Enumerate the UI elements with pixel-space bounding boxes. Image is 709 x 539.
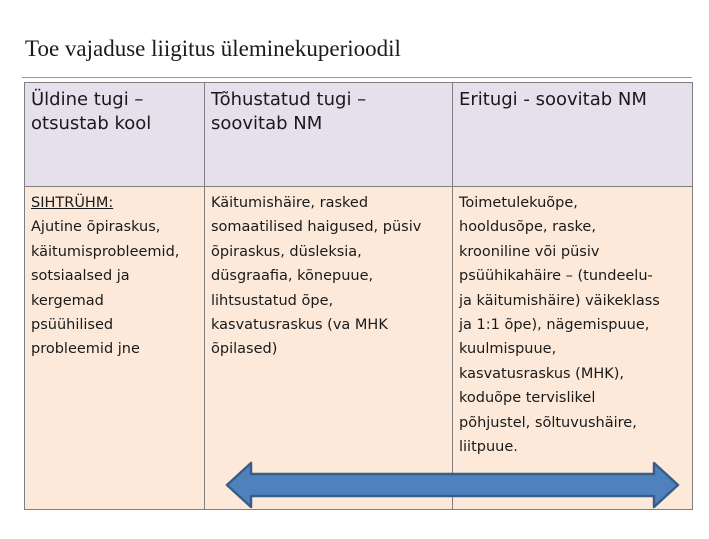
body-line: hooldusõpe, raske, — [459, 219, 596, 236]
header-cell-enhanced-support — [205, 83, 453, 187]
body-line: Toimetulekuõpe, — [459, 195, 578, 211]
header-line: Üldine tugi – — [31, 89, 144, 110]
header-cell-special-support — [453, 83, 693, 187]
slide-title: Toe vajaduse liigitus üleminekuperioodil — [25, 36, 401, 61]
body-line: somaatilised haigused, püsiv — [211, 219, 422, 236]
body-line: õpilased) — [211, 341, 278, 358]
header-line: soovitab NM — [211, 113, 323, 134]
body-line: Ajutine õpiraskus, — [31, 219, 161, 236]
body-line: käitumisprobleemid, — [31, 243, 180, 260]
body-line: kuulmispuue, — [459, 341, 557, 358]
body-line: psüühikahäire – (tundeelu- — [459, 268, 653, 285]
body-line: koduõpe tervislikel — [459, 390, 596, 407]
body-line: psüühilised — [31, 317, 114, 334]
target-group-label: SIHTRÜHM: — [31, 195, 114, 211]
body-line: ja 1:1 õpe), nägemispuue, — [459, 317, 650, 334]
body-line: ja käitumishäire) väikeklass — [459, 292, 660, 309]
double-headed-arrow-icon — [225, 460, 680, 510]
body-line: krooniline või püsiv — [459, 243, 600, 260]
body-line: Käitumishäire, rasked — [211, 195, 369, 211]
body-cell-general-support — [25, 187, 205, 510]
header-line: otsustab kool — [31, 113, 152, 134]
body-line: õpiraskus, düsleksia, — [211, 243, 362, 260]
body-line: kergemad — [31, 292, 104, 309]
body-line: sotsiaalsed ja — [31, 268, 130, 285]
body-line: liitpuue. — [459, 439, 518, 456]
header-row — [25, 83, 693, 187]
body-line: lihtsustatud õpe, — [211, 292, 334, 309]
body-line: probleemid jne — [31, 341, 140, 358]
double-arrow-shape — [227, 463, 678, 507]
body-line: kasvatusraskus (va MHK — [211, 317, 388, 334]
title-divider — [22, 77, 692, 78]
support-table — [24, 82, 693, 510]
header-line: Tõhustatud tugi – — [211, 89, 367, 110]
body-line: kasvatusraskus (MHK), — [459, 365, 625, 382]
header-cell-general-support — [25, 83, 205, 187]
body-line: düsgraafia, kõnepuue, — [211, 268, 374, 285]
body-line: põhjustel, sõltuvushäire, — [459, 414, 637, 431]
header-line: Eritugi - soovitab NM — [459, 89, 647, 110]
